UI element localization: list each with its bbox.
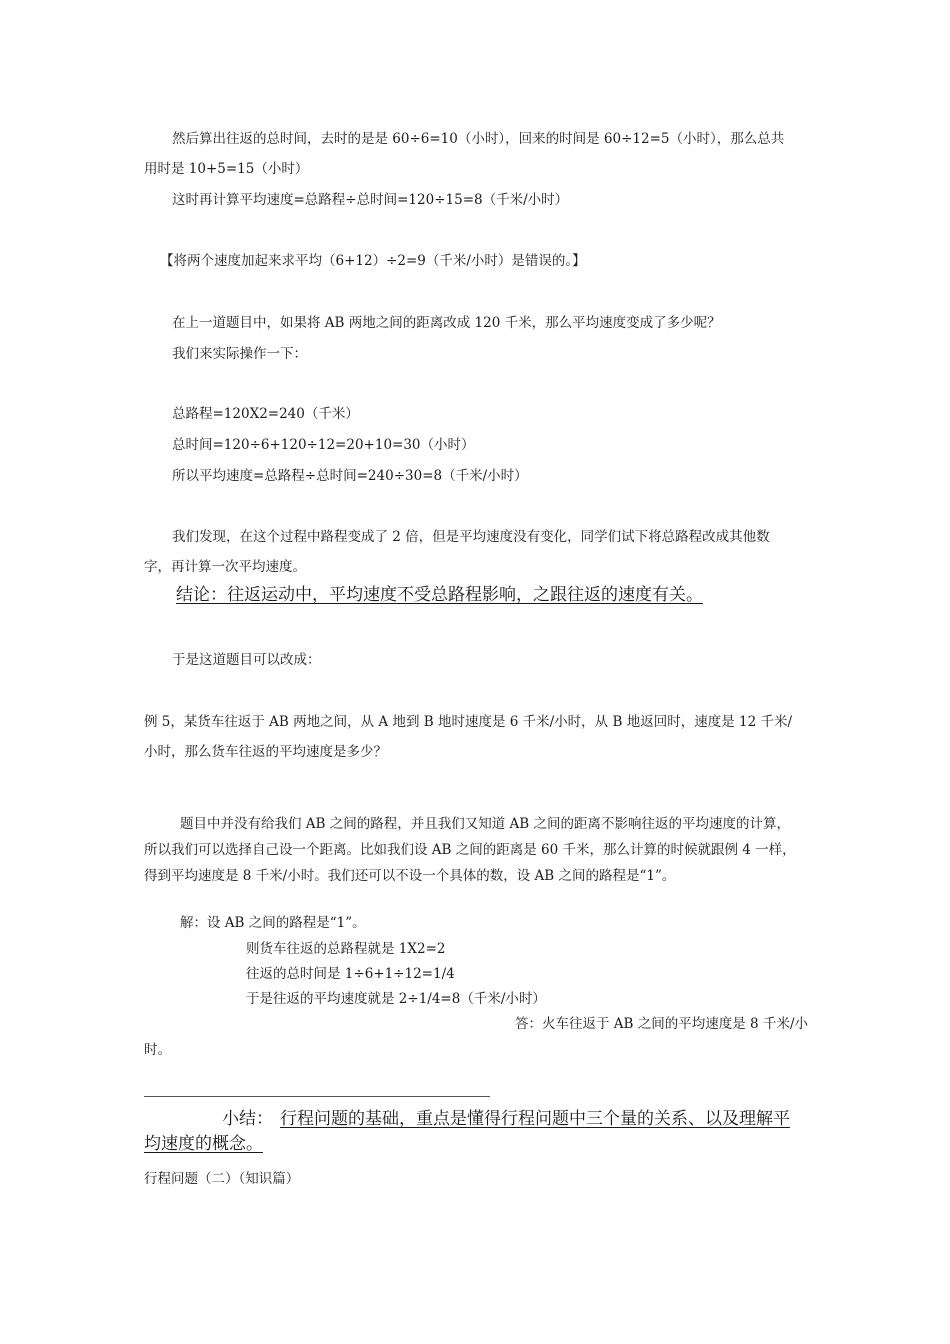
section-title: 行程问题（二）（知识篇） [144, 1171, 300, 1187]
solution-line: 往返的总时间是 1÷6+1÷12=1/4 [246, 966, 455, 982]
conclusion: 结论：往返运动中，平均速度不受总路程影响，之跟往返的速度有关。 [176, 585, 703, 605]
summary-text: 行程问题的基础，重点是懂得行程问题中三个量的关系、以及理解平 [280, 1109, 790, 1129]
summary-text: 均速度的概念。 [144, 1134, 263, 1154]
paragraph-line: 题目中并没有给我们 AB 之间的路程，并且我们又知道 AB 之间的距离不影响往返的平均速度的计算， [180, 816, 791, 832]
example-line: 例 5，某货车往返于 AB 两地之间，从 A 地到 B 地时速度是 6 千米/小时，从 B 地返回时，速度是 12 千米/ [144, 714, 792, 730]
paragraph-line: 用时是 10+5=15（小时） [144, 161, 309, 177]
warning-note: 【将两个速度加起来求平均（6+12）÷2=9（千米/小时）是错误的。】 [160, 253, 586, 269]
paragraph-line: 字，再计算一次平均速度。 [144, 559, 306, 575]
paragraph-line: 我们发现，在这个过程中路程变成了 2 倍，但是平均速度没有变化，同学们试下将总路程改成其他数 [172, 529, 770, 545]
solution-line: 于是往返的平均速度就是 2÷1/4=8（千米/小时） [246, 991, 546, 1007]
summary-label: 小结： [222, 1109, 273, 1129]
paragraph-line: 所以我们可以选择自己设一个距离。比如我们设 AB 之间的距离是 60 千米，那么计算的时候就跟例 4 一样， [144, 842, 796, 858]
calc-line: 所以平均速度=总路程÷总时间=240÷30=8（千米/小时） [172, 468, 528, 484]
solution-line: 则货车往返的总路程就是 1X2=2 [246, 941, 446, 957]
solution-line: 解：设 AB 之间的路程是“1”。 [180, 915, 366, 931]
divider [144, 1096, 490, 1097]
answer-line: 时。 [144, 1042, 171, 1058]
calc-line: 总时间=120÷6+120÷12=20+10=30（小时） [172, 437, 475, 453]
calc-line: 总路程=120X2=240（千米） [172, 406, 359, 422]
paragraph-line: 得到平均速度是 8 千米/小时。我们还可以不设一个具体的数，设 AB 之间的路程是“1”。 [144, 868, 676, 884]
answer-line: 答：火车往返于 AB 之间的平均速度是 8 千米/小 [515, 1016, 808, 1032]
paragraph-line: 这时再计算平均速度=总路程÷总时间=120÷15=8（千米/小时） [172, 192, 569, 208]
paragraph-line: 在上一道题目中，如果将 AB 两地之间的距离改成 120 千米，那么平均速度变成了多少呢？ [172, 315, 721, 331]
example-line: 小时，那么货车往返的平均速度是多少？ [144, 744, 387, 760]
paragraph-line: 于是这道题目可以改成： [172, 652, 321, 668]
paragraph-line: 我们来实际操作一下： [172, 346, 307, 362]
paragraph-line: 然后算出往返的总时间，去时的是是 60÷6=10（小时），回来的时间是 60÷12=5（小时），那么总共 [172, 131, 785, 147]
